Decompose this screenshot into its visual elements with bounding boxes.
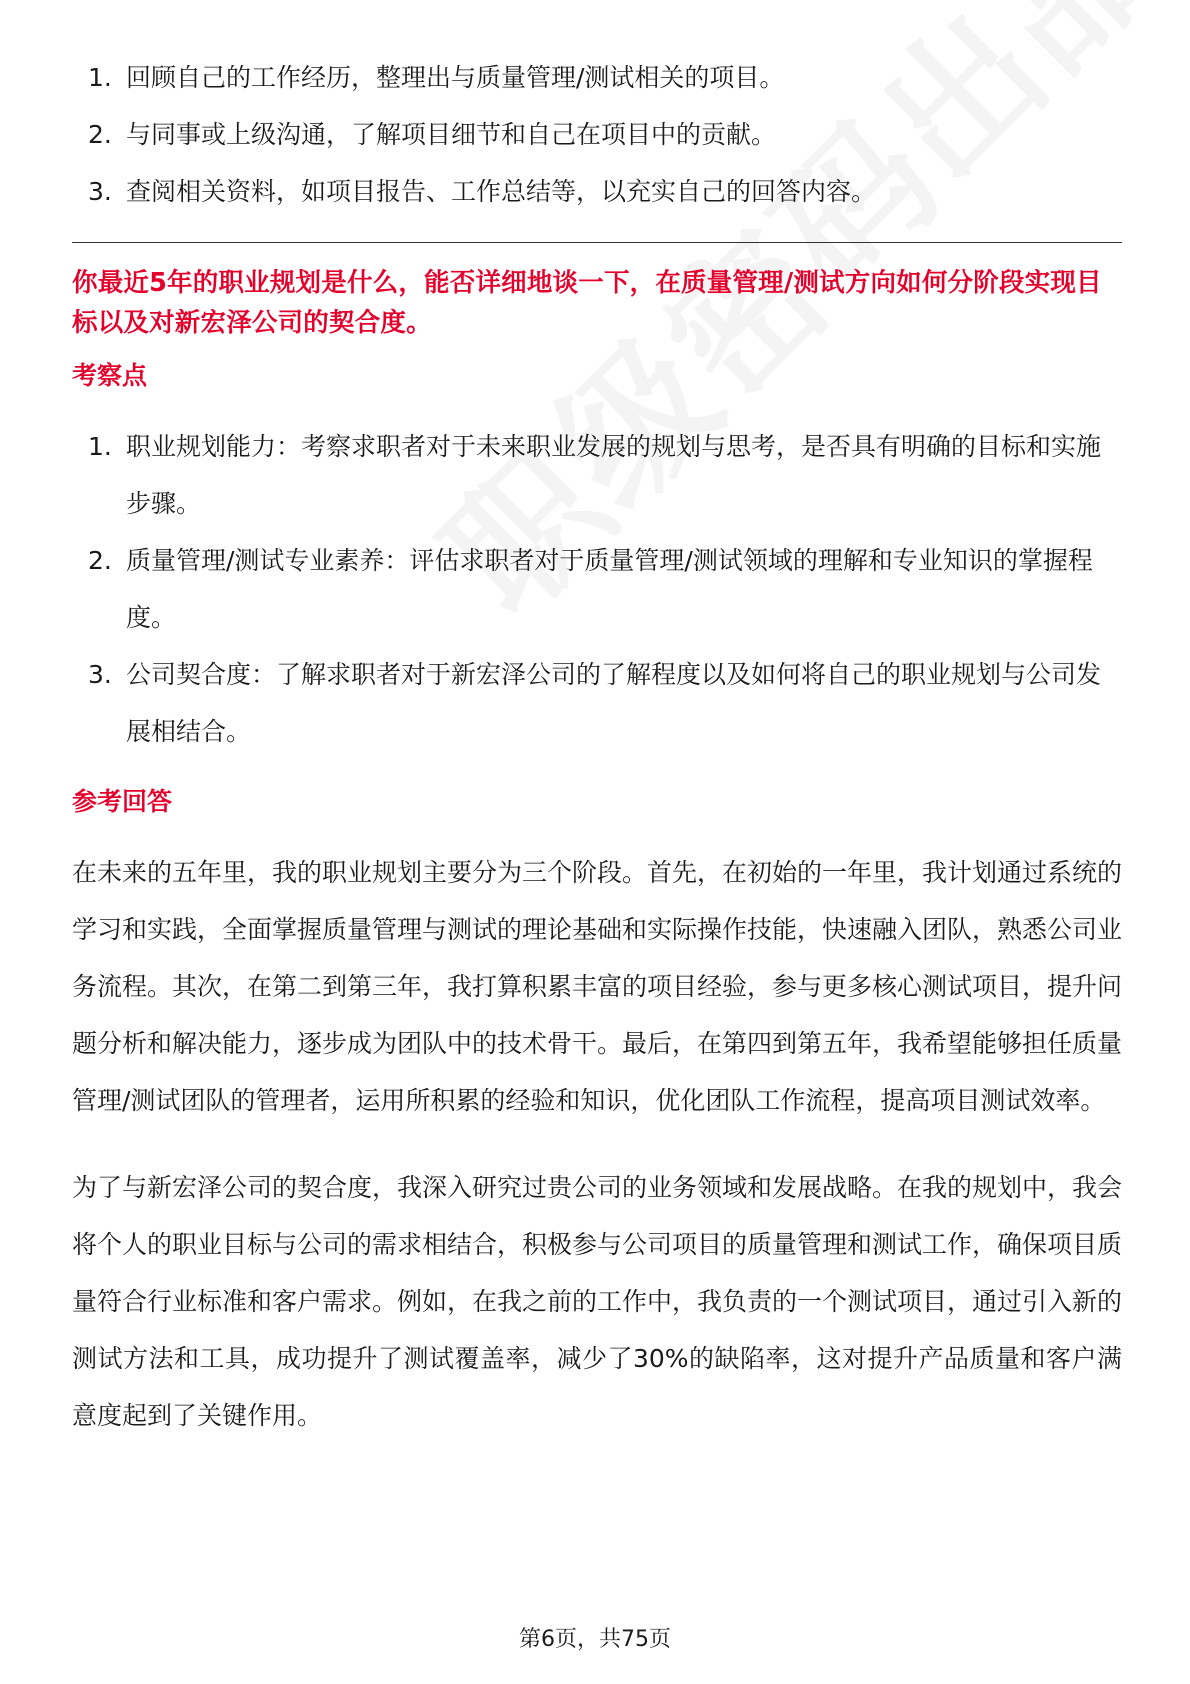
answer-paragraph: 为了与新宏泽公司的契合度，我深入研究过贵公司的业务领域和发展战略。在我的规划中，我会将个人的职业目标与公司的需求相结合，积极参与公司项目的质量管理和测试工作，确保项目质量符合行业标准和客户需求。例如，在我之前的工作中，我负责的一个测试项目，通过引入新的测试方法和工具，成功提升了测试覆盖率，减少了30%的缺陷率，这对提升产品质量和客户满意度起到了关键作用。 xyxy=(72,1173,1123,1430)
list-item-text: 回顾自己的工作经历，整理出与质量管理/测试相关的项目。 xyxy=(126,63,785,92)
list-item-text: 质量管理/测试专业素养：评估求职者对于质量管理/测试领域的理解和专业知识的掌握程度。 xyxy=(126,546,1093,632)
list-item xyxy=(72,646,1122,760)
list-item xyxy=(72,532,1122,646)
list-item-number: 2. xyxy=(88,546,112,575)
list-item-text: 公司契合度：了解求职者对于新宏泽公司的了解程度以及如何将自己的职业规划与公司发展相结合。 xyxy=(126,660,1102,746)
list-item-text: 查阅相关资料，如项目报告、工作总结等，以充实自己的回答内容。 xyxy=(126,177,877,206)
answer-heading: 参考回答 xyxy=(72,787,173,816)
intro-steps-list xyxy=(72,58,1122,212)
focus-points-list xyxy=(72,418,1122,760)
page-content xyxy=(72,58,1122,1469)
list-item-text: 职业规划能力：考察求职者对于未来职业发展的规划与思考，是否具有明确的目标和实施步骤。 xyxy=(126,432,1102,518)
focus-heading: 考察点 xyxy=(72,361,148,390)
answer-paragraph: 在未来的五年里，我的职业规划主要分为三个阶段。首先，在初始的一年里，我计划通过系统的学习和实践，全面掌握质量管理与测试的理论基础和实际操作技能，快速融入团队，熟悉公司业务流程。其次，在第二到第三年，我打算积累丰富的项目经验，参与更多核心测试项目，提升问题分析和解决能力，逐步成为团队中的技术骨干。最后，在第四到第五年，我希望能够担任质量管理/测试团队的管理者，运用所积累的经验和知识，优化团队工作流程，提高项目测试效率。 xyxy=(72,858,1123,1115)
list-item-number: 3. xyxy=(88,660,112,689)
list-item-number: 3. xyxy=(88,177,112,206)
list-item xyxy=(72,58,1122,98)
list-item xyxy=(72,172,1122,212)
list-item xyxy=(72,418,1122,532)
list-item-text: 与同事或上级沟通，了解项目细节和自己在项目中的贡献。 xyxy=(126,120,777,149)
question-title: 你最近5年的职业规划是什么，能否详细地谈一下，在质量管理/测试方向如何分阶段实现目标以及对新宏泽公司的契合度。 xyxy=(72,268,1102,338)
page-number: 第6页，共75页 xyxy=(519,1627,671,1652)
list-item-number: 2. xyxy=(88,120,112,149)
list-item-number: 1. xyxy=(88,63,112,92)
section-divider xyxy=(72,242,1122,243)
list-item-number: 1. xyxy=(88,432,112,461)
list-item xyxy=(72,115,1122,155)
